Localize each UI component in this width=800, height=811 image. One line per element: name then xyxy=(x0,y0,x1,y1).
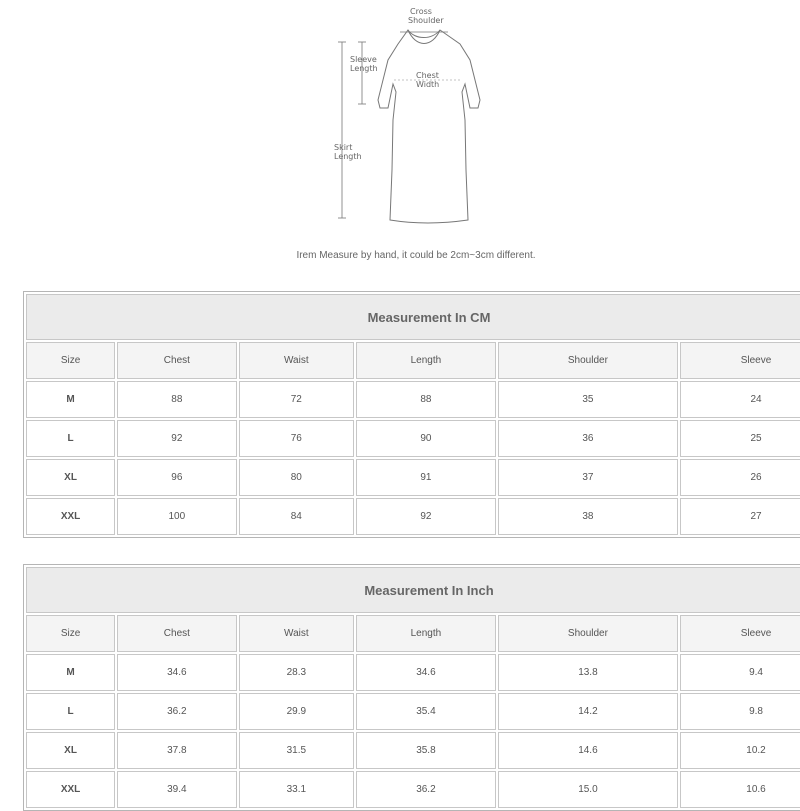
measurement-note: Irem Measure by hand, it could be 2cm~3cm different. xyxy=(296,250,536,261)
table-title-cm: Measurement In CM xyxy=(26,294,800,340)
chest-width-label-1: Chest xyxy=(416,71,439,80)
cell-size: M xyxy=(26,381,115,418)
cell-sleeve: 9.4 xyxy=(680,654,800,691)
cell-shoulder: 38 xyxy=(498,498,678,535)
cell-size: M xyxy=(26,654,115,691)
cell-length: 91 xyxy=(356,459,496,496)
cell-length: 92 xyxy=(356,498,496,535)
header-shoulder: Shoulder xyxy=(498,342,678,379)
svg-text:Skirt xyxy=(334,143,352,152)
cell-waist: 80 xyxy=(239,459,354,496)
cell-chest: 88 xyxy=(117,381,236,418)
svg-text:Width xyxy=(416,80,439,89)
cell-shoulder: 37 xyxy=(498,459,678,496)
cell-shoulder: 36 xyxy=(498,420,678,457)
header-size: Size xyxy=(26,342,115,379)
chest-width-label-2: Width xyxy=(416,80,440,89)
header-sleeve: Sleeve xyxy=(680,615,800,652)
sleeve-length-label-2: Length xyxy=(350,64,378,73)
cell-waist: 72 xyxy=(239,381,354,418)
cell-sleeve: 25 xyxy=(680,420,800,457)
header-size: Size xyxy=(26,615,115,652)
cell-length: 88 xyxy=(356,381,496,418)
cell-size: XL xyxy=(26,459,115,496)
dress-illustration xyxy=(320,0,500,230)
table-row xyxy=(26,654,800,691)
cell-chest: 37.8 xyxy=(117,732,237,769)
cell-waist: 84 xyxy=(239,498,354,535)
cell-size: L xyxy=(26,693,115,730)
cell-chest: 92 xyxy=(117,420,236,457)
cell-sleeve: 10.6 xyxy=(680,771,800,808)
header-length: Length xyxy=(356,615,496,652)
cell-size: XL xyxy=(26,732,115,769)
cell-size: XXL xyxy=(26,771,115,808)
cell-chest: 100 xyxy=(117,498,236,535)
measurement-table-cm xyxy=(23,291,800,538)
cross-shoulder-label-2: Shoulder xyxy=(408,16,444,25)
cell-size: XXL xyxy=(26,498,115,535)
table-row xyxy=(26,459,800,496)
header-chest: Chest xyxy=(117,342,236,379)
cell-shoulder: 14.6 xyxy=(498,732,678,769)
svg-text:Sleeve xyxy=(350,55,377,64)
cell-waist: 31.5 xyxy=(239,732,354,769)
cell-size: L xyxy=(26,420,115,457)
table-row xyxy=(26,771,800,808)
sleeve-length-label-1: Sleeve xyxy=(350,55,377,64)
cell-sleeve: 9.8 xyxy=(680,693,800,730)
cell-length: 35.4 xyxy=(356,693,496,730)
cell-chest: 34.6 xyxy=(117,654,237,691)
cell-shoulder: 13.8 xyxy=(498,654,678,691)
header-shoulder: Shoulder xyxy=(498,615,678,652)
cell-chest: 39.4 xyxy=(117,771,237,808)
cell-sleeve: 27 xyxy=(680,498,800,535)
svg-text:Cross xyxy=(410,7,432,16)
cell-waist: 33.1 xyxy=(239,771,354,808)
header-chest: Chest xyxy=(117,615,237,652)
cell-chest: 36.2 xyxy=(117,693,237,730)
table-row xyxy=(26,693,800,730)
measurement-table-inch xyxy=(23,564,800,811)
cell-length: 34.6 xyxy=(356,654,496,691)
skirt-length-label-2: Length xyxy=(334,152,362,161)
svg-text:Shoulder xyxy=(408,16,444,25)
cell-length: 90 xyxy=(356,420,496,457)
cell-sleeve: 24 xyxy=(680,381,800,418)
cell-waist: 28.3 xyxy=(239,654,354,691)
svg-text:Length xyxy=(334,152,362,161)
dress-measurement-diagram xyxy=(320,0,500,230)
cell-shoulder: 15.0 xyxy=(498,771,678,808)
cell-shoulder: 14.2 xyxy=(498,693,678,730)
cross-shoulder-label-1: Cross xyxy=(410,7,432,16)
skirt-length-label-1: Skirt xyxy=(334,143,353,152)
svg-text:Chest xyxy=(416,71,439,80)
header-waist: Waist xyxy=(239,342,354,379)
cell-chest: 96 xyxy=(117,459,236,496)
cell-sleeve: 26 xyxy=(680,459,800,496)
table-title-inch: Measurement In Inch xyxy=(26,567,800,613)
cell-waist: 29.9 xyxy=(239,693,354,730)
table-row xyxy=(26,420,800,457)
table-row xyxy=(26,732,800,769)
cell-length: 36.2 xyxy=(356,771,496,808)
table-row xyxy=(26,498,800,535)
header-sleeve: Sleeve xyxy=(680,342,800,379)
cell-sleeve: 10.2 xyxy=(680,732,800,769)
cell-waist: 76 xyxy=(239,420,354,457)
svg-text:Length xyxy=(350,64,378,73)
header-waist: Waist xyxy=(239,615,354,652)
dress-outline xyxy=(378,30,480,223)
table-row xyxy=(26,381,800,418)
cell-shoulder: 35 xyxy=(498,381,678,418)
cell-length: 35.8 xyxy=(356,732,496,769)
header-length: Length xyxy=(356,342,496,379)
